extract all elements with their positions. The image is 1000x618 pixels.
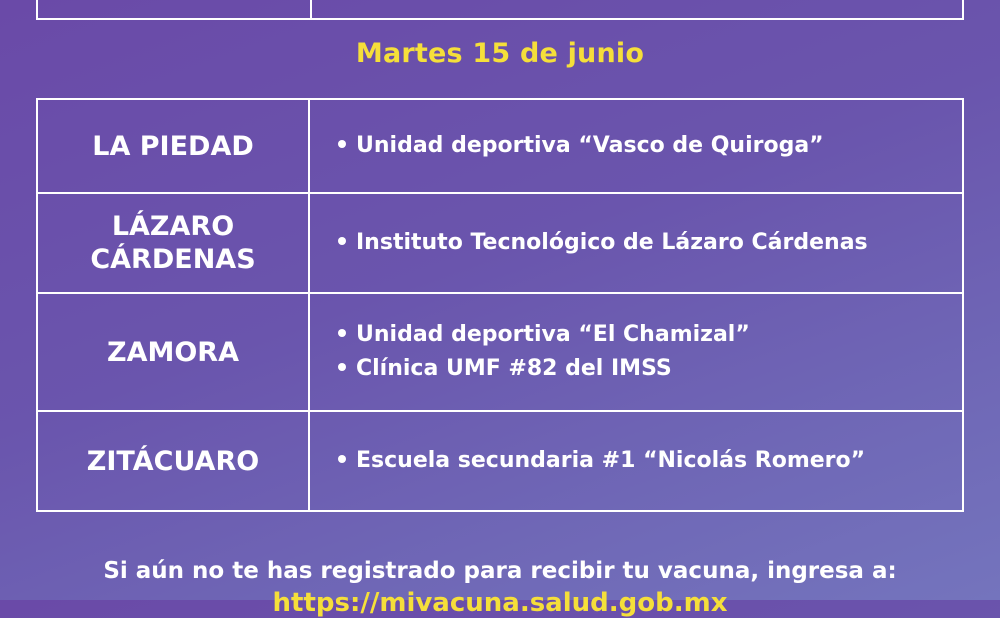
table-column-divider	[310, 0, 312, 18]
city-name: ZITÁCUARO	[86, 445, 260, 477]
previous-table-bottom	[36, 0, 964, 20]
city-cell	[38, 194, 310, 292]
bullet-icon	[338, 237, 346, 245]
city-name-line-2: CÁRDENAS	[90, 244, 256, 275]
city-name: LA PIEDAD	[92, 130, 254, 162]
venue-cell	[310, 100, 962, 192]
city-name: ZAMORA	[107, 336, 239, 368]
bullet-icon	[338, 455, 346, 463]
venue-item	[338, 318, 962, 352]
registration-link[interactable]: https://mivacuna.salud.gob.mx	[272, 588, 728, 618]
venue-item	[338, 129, 962, 163]
city-name-line-1: LÁZARO	[111, 211, 235, 242]
city-cell	[38, 100, 310, 192]
city-cell	[38, 412, 310, 510]
venue-item	[338, 352, 962, 386]
table-row	[38, 410, 962, 510]
venue-item	[338, 226, 962, 260]
venue-name: Unidad deportiva “Vasco de Quiroga”	[356, 133, 824, 158]
venue-name: Escuela secundaria #1 “Nicolás Romero”	[356, 448, 866, 473]
table-row	[38, 192, 962, 292]
venue-name: Unidad deportiva “El Chamizal”	[356, 322, 750, 347]
venue-name: Instituto Tecnológico de Lázaro Cárdenas	[356, 230, 868, 255]
bullet-icon	[338, 363, 346, 371]
bullet-icon	[338, 329, 346, 337]
venue-cell	[310, 412, 962, 510]
date-heading: Martes 15 de junio	[355, 38, 645, 69]
venue-name: Clínica UMF #82 del IMSS	[356, 356, 672, 381]
table-row	[38, 100, 962, 192]
city-cell	[38, 294, 310, 410]
venue-cell	[310, 294, 962, 410]
registration-prompt: Si aún no te has registrado para recibir tu vacuna, ingresa a:	[103, 558, 897, 584]
vaccination-schedule-table	[36, 98, 964, 512]
venue-cell	[310, 194, 962, 292]
venue-item	[338, 444, 962, 478]
table-row	[38, 292, 962, 410]
bullet-icon	[338, 140, 346, 148]
